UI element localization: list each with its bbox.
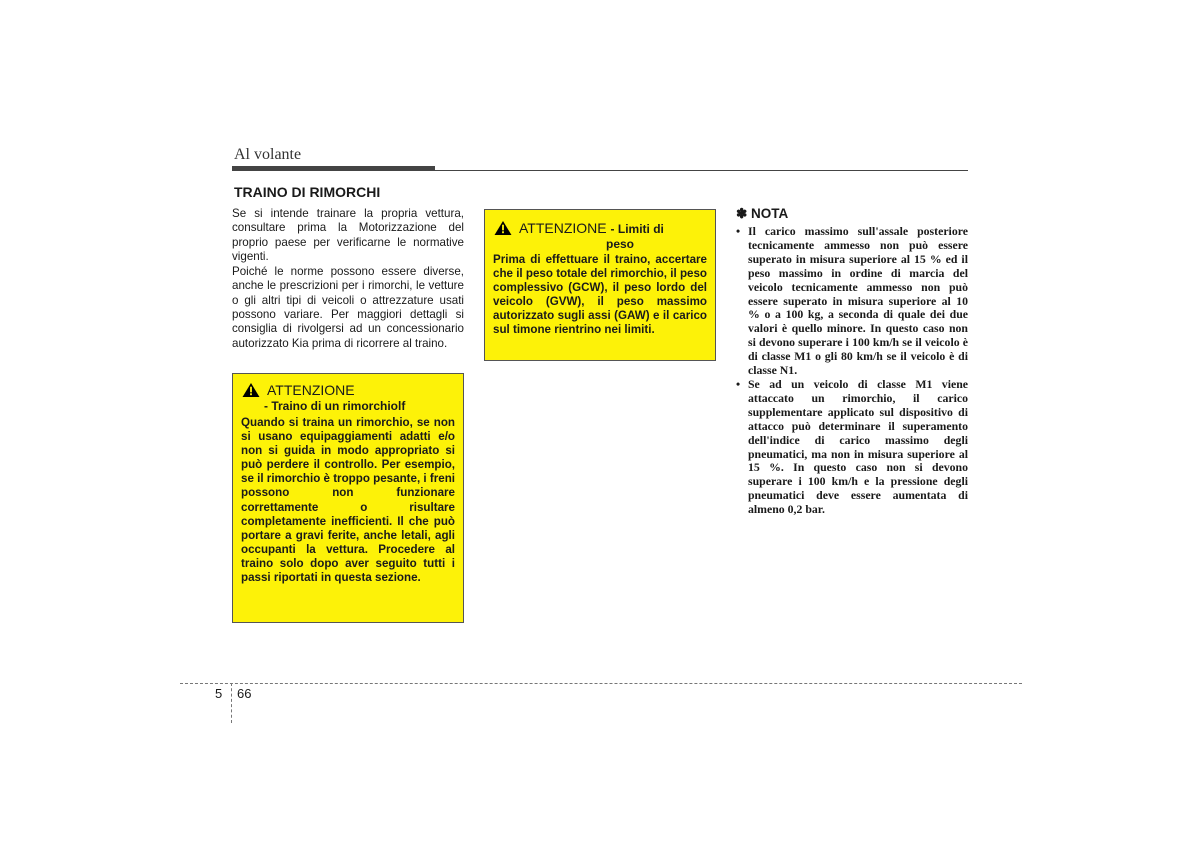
warning-title: ATTENZIONE <box>519 220 607 236</box>
warning-header <box>493 220 707 237</box>
note-section <box>736 206 968 517</box>
section-number: 5 <box>215 686 223 701</box>
warning-subtitle-b: peso <box>605 237 634 251</box>
footer-vertical-divider <box>231 683 232 723</box>
warning-title: ATTENZIONE <box>267 382 355 398</box>
note-item <box>736 225 968 378</box>
warning-triangle-icon <box>241 382 261 398</box>
note-title: ✽ NOTA <box>736 206 789 221</box>
bullet: • <box>736 224 741 238</box>
intro-paragraph: Poiché le norme possono essere diverse, anche le prescrizioni per i rimorchi, le vetture o gli altri tipi di veicoli o attrezzature usati possono variare. Per maggiori dettagli si consiglia di rivolgersi ad un concessionario autorizzato Kia prima di ricorrere al traino. <box>232 265 464 350</box>
intro-paragraph: Se si intende trainare la propria vettura, consultare prima la Motorizzazione del proprio paese per verificarne le normative vigenti. <box>232 207 464 263</box>
page-number: 66 <box>237 686 252 701</box>
warning-title-line <box>519 220 664 237</box>
header-rule-thin <box>435 170 968 171</box>
note-list <box>736 225 968 517</box>
footer-divider <box>180 683 1022 684</box>
warning-box-weight <box>484 209 716 361</box>
warning-triangle-icon <box>493 220 513 236</box>
warning-body: Quando si traina un rimorchio, se non si usano equipaggiamenti adatti e/o non si guida in modo appropriato si può perdere il controllo. Per esempio, se il rimorchio è troppo pesante, i freni possono non funzionare correttamente o risultare completamente inefficienti. Il che può portare a gravi ferite, anche letali, agli occupanti la vettura. Procedere al traino solo dopo aver seguito tutti i passi riportati in questa sezione. <box>241 416 455 585</box>
warning-subtitle-a: - Limiti di <box>610 222 664 236</box>
bullet: • <box>736 376 741 391</box>
intro-text <box>232 207 464 352</box>
section-title: TRAINO DI RIMORCHI <box>234 184 381 200</box>
note-item-text: Se ad un veicolo di classe M1 viene attaccato un rimorchio, il carico supplementare applicato sul dispositivo di attacco può determinare il superamento dell'indice di carico massimo degli pneumatici, ma non in misura superiore al 15 %. In questo caso non si devono superare i 100 km/h e la pressione degli pneumatici deve essere aumentata di almeno 0,2 bar. <box>748 376 968 517</box>
page-header-title: Al volante <box>234 146 302 163</box>
warning-body: Prima di effettuare il traino, accertare che il peso totale del rimorchio, il peso complessivo (GCW), il peso lordo del veicolo (GVW), il peso massimo autorizzato sugli assi (GAW) e il carico sul timone rientrino nei limiti. <box>493 253 707 337</box>
warning-header <box>241 382 455 398</box>
note-item-text: Il carico massimo sull'assale posteriore tecnicamente ammesso non può essere superato in misura superiore al 15 % ed il peso massimo in ordine di marcia del veicolo tecnicamente ammesso non può essere superato in misura superiore al 10 % o a 100 kg, a seconda di quale dei due valori è quello minore. In questo caso non si devono superare i 100 km/h se il veicolo è di classe M1 o gli 80 km/h se il veicolo è di classe N1. <box>748 224 968 378</box>
warning-box-trailer <box>232 373 464 623</box>
header-rule-thick <box>232 166 435 171</box>
warning-subtitle: - Traino di un rimorchiolf <box>264 399 406 413</box>
note-item <box>736 378 968 517</box>
